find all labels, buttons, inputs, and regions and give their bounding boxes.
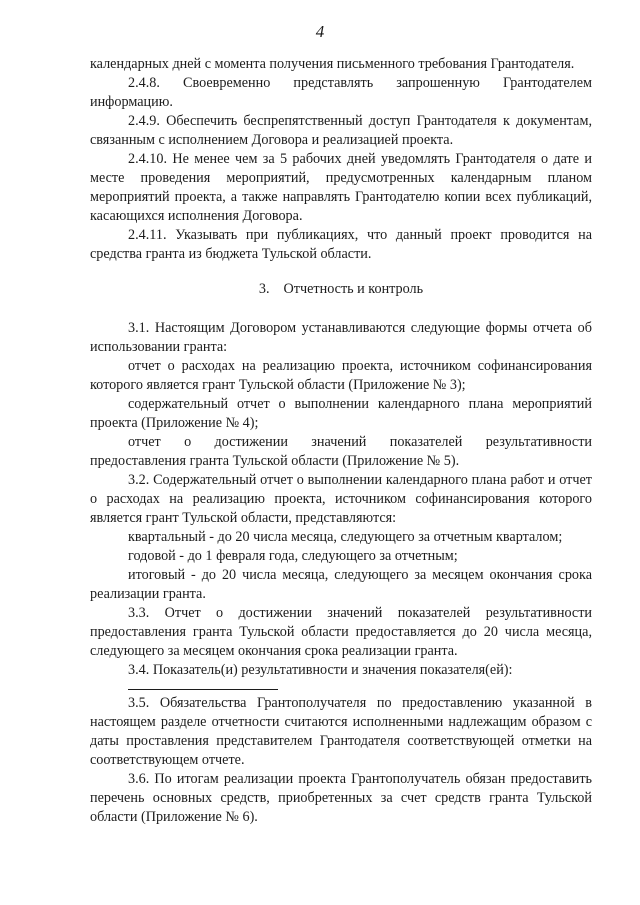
list-item-report-content: содержательный отчет о выполнении календарного плана мероприятий проекта (Приложение № 4); <box>90 396 592 431</box>
paragraph-3-5: 3.5. Обязательства Грантополучателя по предоставлению указанной в настоящем разделе отчетности считаются исполненными надлежащим образом с даты проставления представителем Грантодателя соответствующей отметки на соответствующем отчете. <box>90 695 592 768</box>
section-heading <box>90 280 592 299</box>
list-item-annual: годовой - до 1 февраля года, следующего за отчетным; <box>128 548 458 564</box>
paragraph-2-4-11: 2.4.11. Указывать при публикациях, что данный проект проводится на средства гранта из бюджета Тульской области. <box>90 227 592 262</box>
list-item-quarterly: квартальный - до 20 числа месяца, следующего за отчетным кварталом; <box>128 529 563 545</box>
paragraph-2-4-9: 2.4.9. Обеспечить беспрепятственный доступ Грантодателя к документам, связанным с исполнением Договора и реализацией проекта. <box>90 113 592 148</box>
list-item-final: итоговый - до 20 числа месяца, следующего за месяцем окончания срока реализации гранта. <box>90 567 592 602</box>
paragraph-2-4-8: 2.4.8. Своевременно представлять запрошенную Грантодателем информацию. <box>90 75 592 110</box>
list-item-report-indicators: отчет о достижении значений показателей результативности предоставления гранта Тульской области (Приложение № 5). <box>90 434 592 469</box>
paragraph-3-2: 3.2. Содержательный отчет о выполнении календарного плана работ и отчет о расходах на реализацию проекта, источником софинансирования которого является грант Тульской области, представляются: <box>90 472 592 526</box>
document-body <box>90 55 592 827</box>
paragraph-3-6: 3.6. По итогам реализации проекта Грантополучатель обязан предоставить перечень основных средств, приобретенных за счет средств гранта Тульской области (Приложение № 6). <box>90 771 592 825</box>
list-item-report-expenses: отчет о расходах на реализацию проекта, источником софинансирования которого является грант Тульской области (Приложение № 3); <box>90 358 592 393</box>
paragraph-2-4-10: 2.4.10. Не менее чем за 5 рабочих дней уведомлять Грантодателя о дате и месте проведения мероприятий, предусмотренных календарным планом мероприятий проекта, а также направлять Грантодателю копии всех публикаций, касающихся исполнения Договора. <box>90 151 592 224</box>
page-number: 4 <box>315 22 325 41</box>
paragraph-continuation: календарных дней с момента получения письменного требования Грантодателя. <box>90 56 575 72</box>
fill-in-blank-line <box>128 680 278 690</box>
section-number: 3. <box>258 281 270 297</box>
paragraph-3-4: 3.4. Показатель(и) результативности и значения показателя(ей): <box>128 662 513 678</box>
paragraph-3-3: 3.3. Отчет о достижении значений показателей результативности предоставления гранта Тульской области предоставляется до 20 числа месяца, следующего за месяцем окончания срока реализации гранта. <box>90 605 592 659</box>
paragraph-3-1: 3.1. Настоящим Договором устанавливаются следующие формы отчета об использовании гранта: <box>90 320 592 355</box>
section-title: Отчетность и контроль <box>283 281 424 297</box>
